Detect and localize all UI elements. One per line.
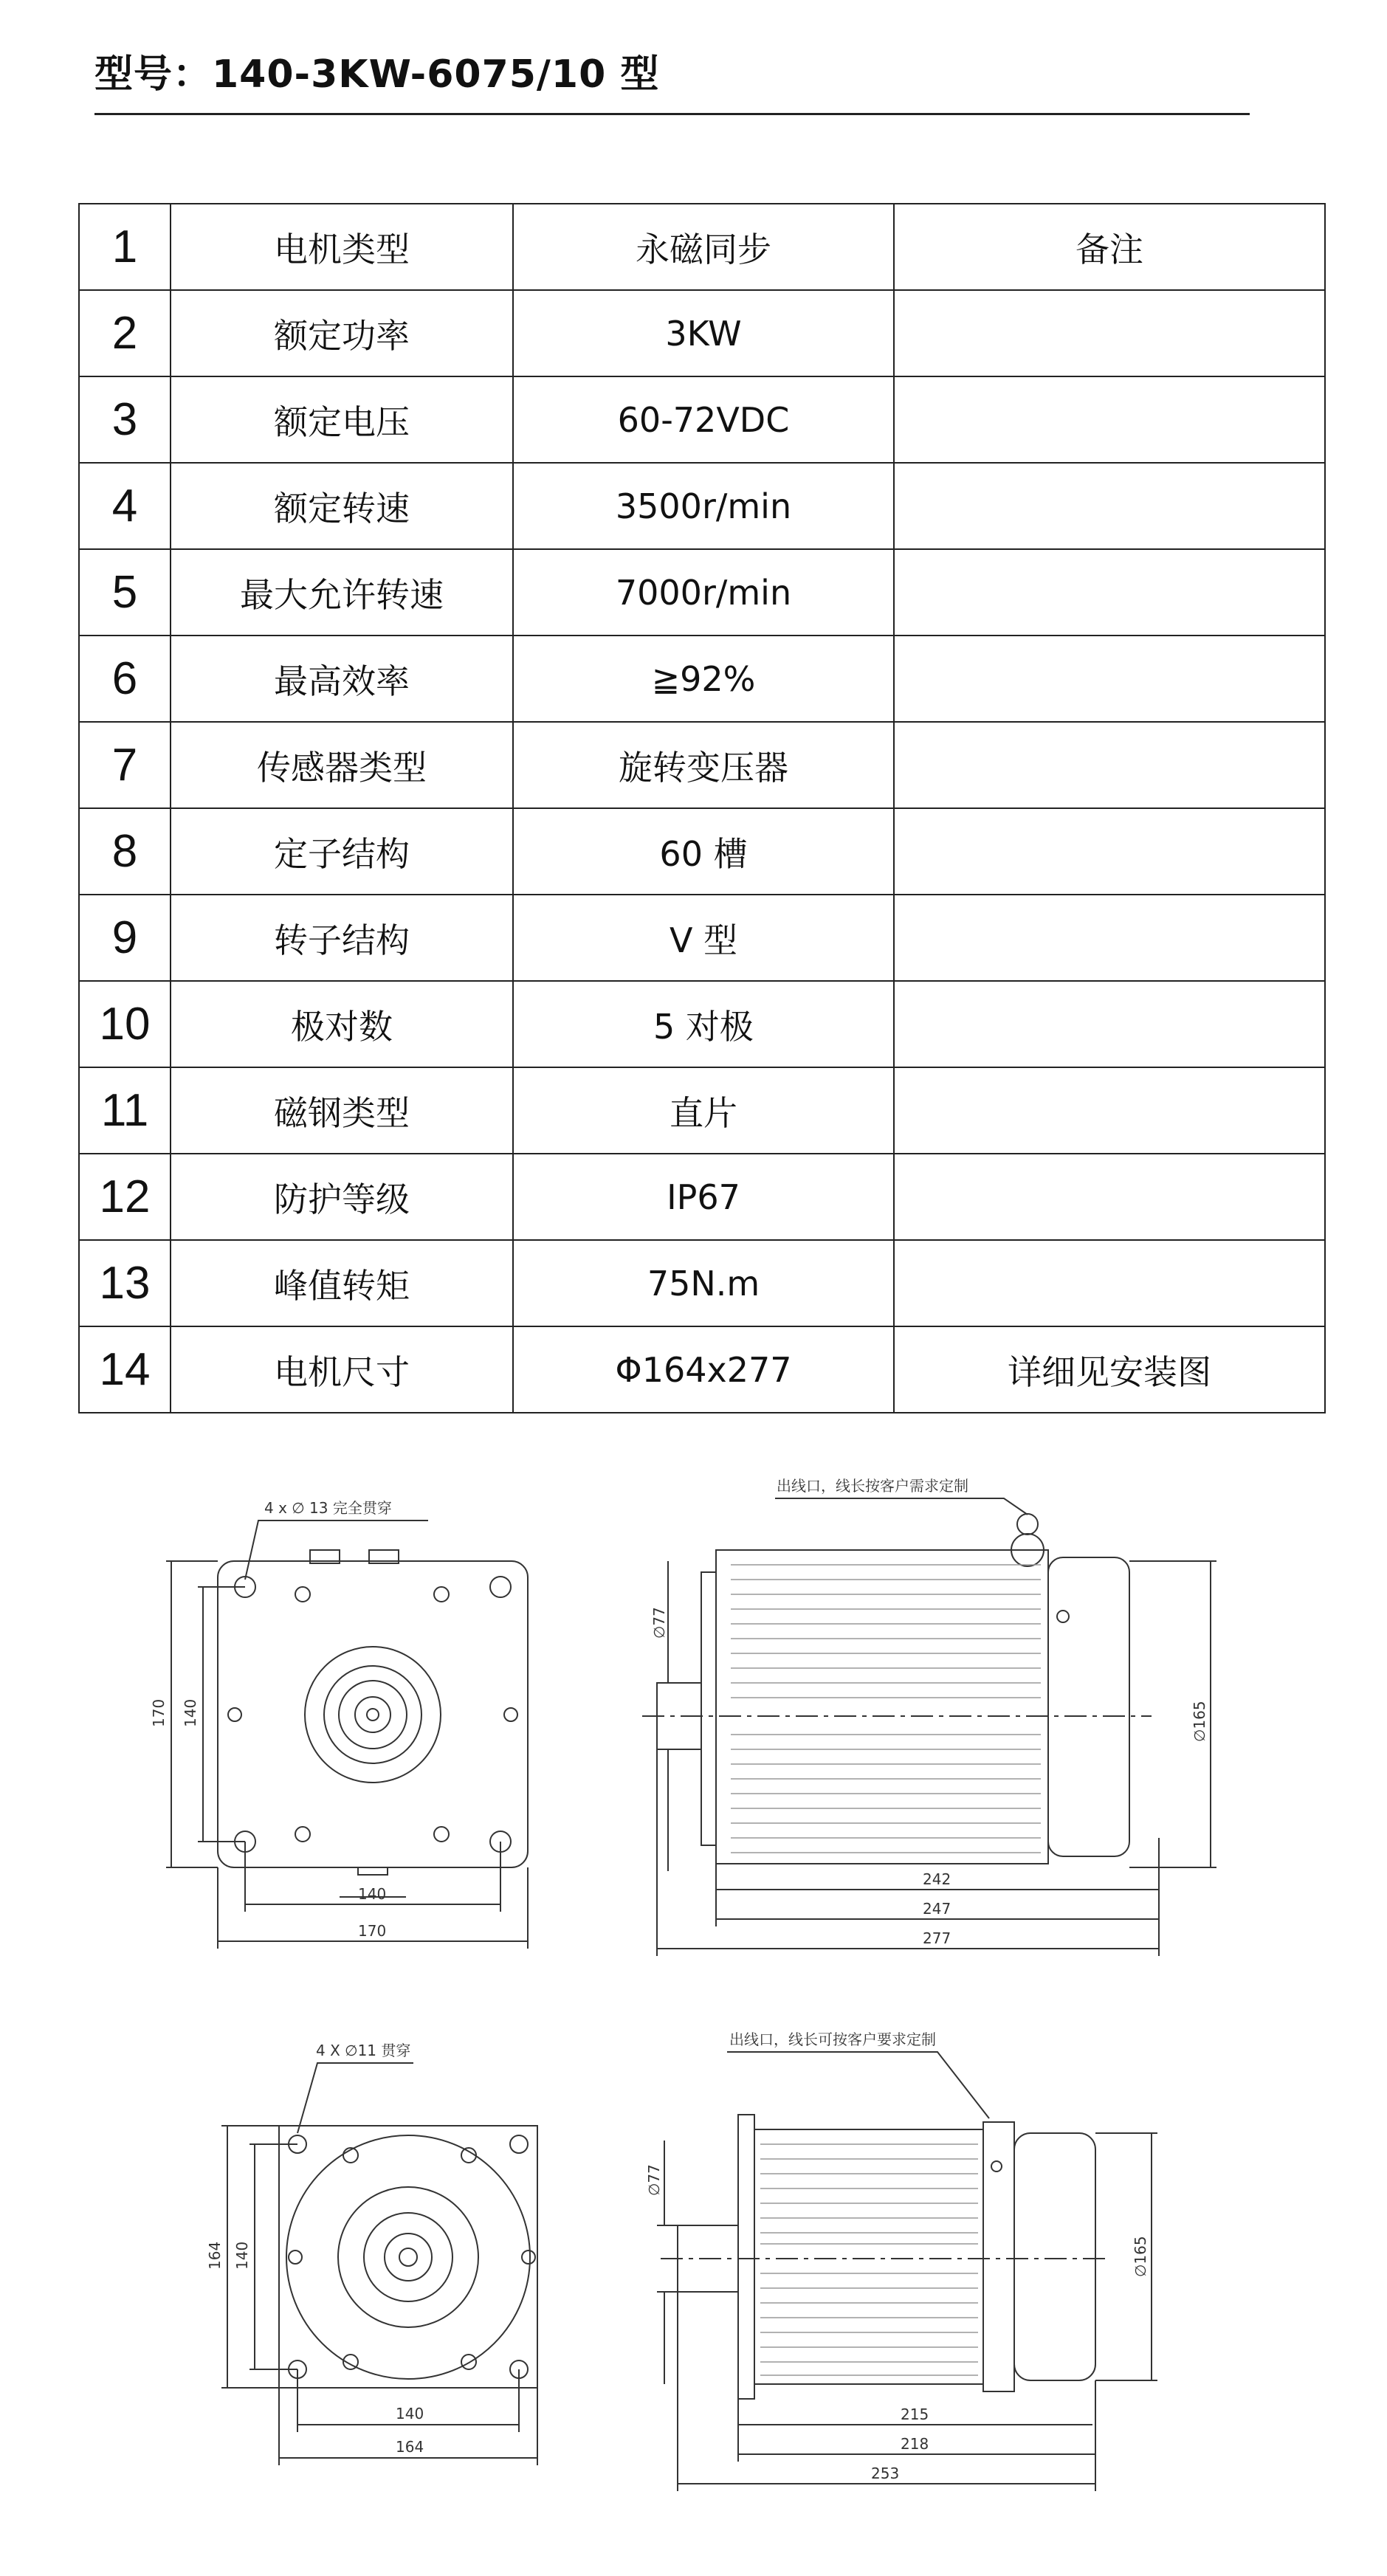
row-number: 11	[79, 1067, 171, 1154]
row-number: 4	[79, 463, 171, 549]
dim-label: 218	[901, 2435, 929, 2453]
param-name: 防护等级	[171, 1154, 513, 1240]
spec-row	[79, 204, 1325, 290]
front-flange	[738, 2115, 754, 2399]
dim-label: 164	[206, 2241, 224, 2270]
screw-hole	[434, 1587, 449, 1602]
param-note	[894, 1240, 1325, 1326]
param-value: IP67	[513, 1154, 894, 1240]
mount-hole	[490, 1577, 511, 1597]
dim-label: ∅165	[1132, 2236, 1149, 2277]
param-note	[894, 290, 1325, 376]
param-name: 额定转速	[171, 463, 513, 549]
cable-note: 出线口，线长按客户需求定制	[777, 1477, 968, 1495]
param-value: 7000r/min	[513, 549, 894, 636]
spec-row	[79, 895, 1325, 981]
param-name: 额定功率	[171, 290, 513, 376]
screw-hole	[434, 1827, 449, 1842]
hub-outer	[338, 2187, 478, 2327]
param-name: 最大允许转速	[171, 549, 513, 636]
row-number: 14	[79, 1326, 171, 1413]
param-name: 额定电压	[171, 376, 513, 463]
page-title: 型号：140-3KW-6075/10 型	[94, 52, 660, 97]
row-number: 1	[79, 204, 171, 290]
param-name: 传感器类型	[171, 722, 513, 808]
row-number: 3	[79, 376, 171, 463]
param-value: 5 对极	[513, 981, 894, 1067]
dim-label: ∅165	[1191, 1701, 1208, 1742]
installation-drawing-1	[0, 1469, 1387, 1978]
param-name: 极对数	[171, 981, 513, 1067]
spec-row	[79, 549, 1325, 636]
param-name: 定子结构	[171, 808, 513, 895]
row-number: 12	[79, 1154, 171, 1240]
screw-hole	[295, 1587, 310, 1602]
param-note	[894, 981, 1325, 1067]
param-note	[894, 895, 1325, 981]
end-cap	[1048, 1557, 1129, 1856]
shaft	[355, 1697, 390, 1732]
dim-label: ∅77	[645, 2164, 663, 2196]
param-name: 最高效率	[171, 636, 513, 722]
dim-label: 140	[182, 1698, 199, 1727]
param-value: 75N.m	[513, 1240, 894, 1326]
param-note	[894, 463, 1325, 549]
dim-label: 170	[150, 1698, 168, 1727]
screw-hole	[228, 1708, 241, 1721]
flange-outline	[218, 1561, 528, 1867]
flange-circle	[286, 2135, 530, 2379]
param-note	[894, 722, 1325, 808]
spec-row	[79, 1067, 1325, 1154]
bottom-tab	[358, 1867, 388, 1875]
param-value: 3500r/min	[513, 463, 894, 549]
hole-note: 4 x ∅ 13 完全贯穿	[264, 1499, 392, 1517]
spec-row	[79, 722, 1325, 808]
dim-label: ∅77	[650, 1607, 668, 1639]
row-number: 5	[79, 549, 171, 636]
spec-row	[79, 1154, 1325, 1240]
param-note: 备注	[894, 204, 1325, 290]
dim-label: 253	[871, 2465, 900, 2482]
dim-label: 140	[358, 1885, 387, 1903]
param-value: 60 槽	[513, 808, 894, 895]
spec-table-body	[79, 204, 1325, 1413]
spec-row	[79, 808, 1325, 895]
screw-hole	[295, 1827, 310, 1842]
param-note	[894, 808, 1325, 895]
param-name: 转子结构	[171, 895, 513, 981]
spline-ring	[339, 1681, 407, 1749]
spec-row	[79, 1240, 1325, 1326]
row-number: 10	[79, 981, 171, 1067]
dim-label: 140	[396, 2405, 424, 2422]
row-number: 9	[79, 895, 171, 981]
dim-label: 140	[233, 2241, 251, 2270]
row-number: 2	[79, 290, 171, 376]
shaft-center	[399, 2248, 417, 2266]
param-note	[894, 376, 1325, 463]
hub-ring	[364, 2213, 452, 2301]
front-flange	[701, 1572, 716, 1845]
dim-label: 170	[358, 1922, 387, 1940]
spec-row	[79, 1326, 1325, 1413]
dim-label: 164	[396, 2438, 424, 2456]
motor-body	[754, 2129, 983, 2384]
dim-label: 242	[923, 1870, 951, 1888]
param-value: V 型	[513, 895, 894, 981]
title-underline	[94, 113, 1250, 115]
motor-body	[716, 1550, 1048, 1864]
param-note	[894, 1154, 1325, 1240]
end-cap	[1014, 2133, 1095, 2380]
param-value: 3KW	[513, 290, 894, 376]
row-number: 7	[79, 722, 171, 808]
param-value: 旋转变压器	[513, 722, 894, 808]
spec-row	[79, 376, 1325, 463]
flange-outline	[279, 2126, 537, 2388]
screw-hole	[504, 1708, 517, 1721]
param-note	[894, 1067, 1325, 1154]
param-value: Φ164x277	[513, 1326, 894, 1413]
hole-note: 4 X ∅11 贯穿	[316, 2042, 411, 2059]
row-number: 8	[79, 808, 171, 895]
spec-row	[79, 636, 1325, 722]
ground-screw	[991, 2161, 1002, 2172]
param-name: 电机类型	[171, 204, 513, 290]
param-note	[894, 549, 1325, 636]
dim-label: 247	[923, 1900, 951, 1918]
spec-table	[78, 203, 1326, 1413]
hub-outer	[305, 1647, 441, 1783]
spec-row	[79, 290, 1325, 376]
dim-label: 215	[901, 2405, 929, 2423]
screw-hole	[289, 2250, 302, 2264]
screw-hole	[461, 2355, 476, 2369]
shaft	[385, 2234, 432, 2281]
shaft-center	[367, 1709, 379, 1721]
param-name: 峰值转矩	[171, 1240, 513, 1326]
param-name: 电机尺寸	[171, 1326, 513, 1413]
installation-drawing-2	[0, 2022, 1387, 2539]
ground-screw	[1057, 1611, 1069, 1622]
param-note	[894, 636, 1325, 722]
param-value: ≧92%	[513, 636, 894, 722]
cable-outlet	[1017, 1514, 1038, 1535]
spec-row	[79, 463, 1325, 549]
row-number: 13	[79, 1240, 171, 1326]
row-number: 6	[79, 636, 171, 722]
screw-hole	[522, 2250, 535, 2264]
param-value: 直片	[513, 1067, 894, 1154]
param-value: 永磁同步	[513, 204, 894, 290]
cable-note: 出线口，线长可按客户要求定制	[729, 2031, 936, 2048]
dim-label: 277	[923, 1929, 951, 1947]
param-name: 磁钢类型	[171, 1067, 513, 1154]
param-value: 60-72VDC	[513, 376, 894, 463]
spec-row	[79, 981, 1325, 1067]
mount-hole	[510, 2135, 528, 2153]
param-note: 详细见安装图	[894, 1326, 1325, 1413]
